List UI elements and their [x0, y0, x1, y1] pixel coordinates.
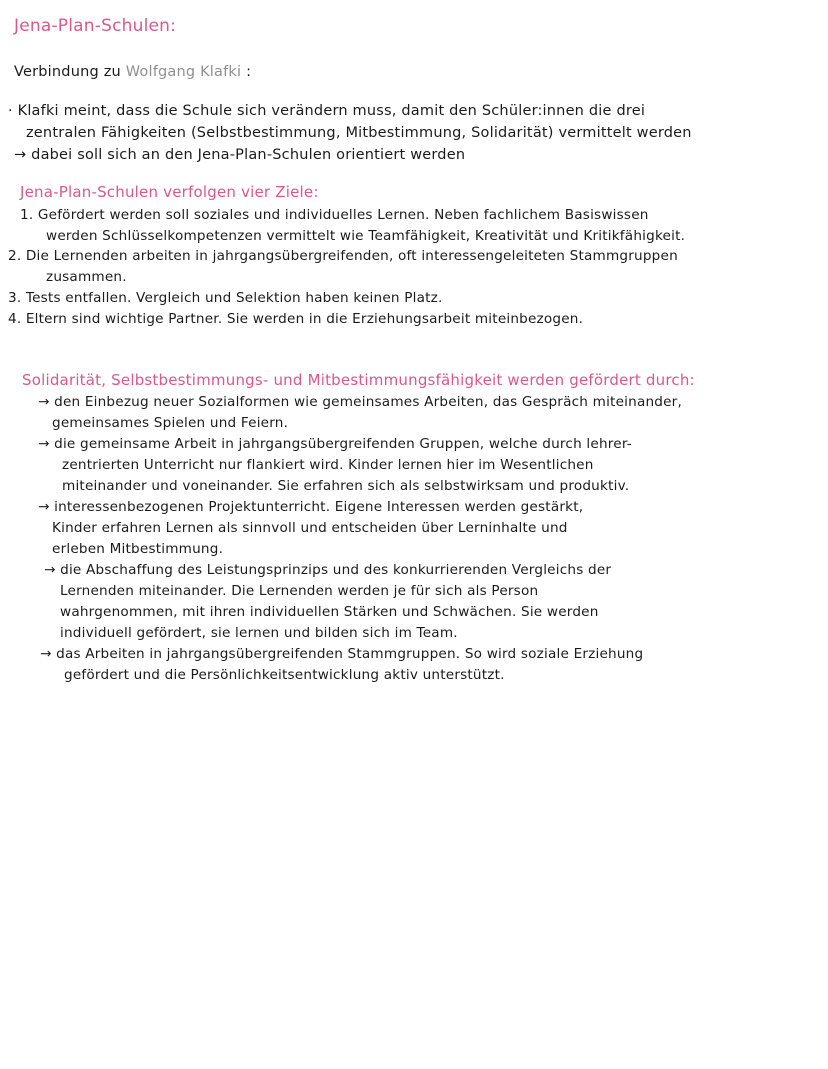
goals-heading: Jena-Plan-Schulen verfolgen vier Ziele:	[20, 183, 319, 201]
goal-line-4: zusammen.	[46, 269, 127, 285]
klafki-line-2: zentralen Fähigkeiten (Selbstbestimmung, Mitbestimmung, Solidarität) vermittelt werden	[26, 125, 692, 141]
klafki-label: Verbindung zu	[14, 64, 121, 80]
promotion-line-8: erleben Mitbestimmung.	[52, 541, 224, 557]
page-title: Jena-Plan-Schulen:	[14, 16, 177, 36]
promotion-line-11: wahrgenommen, mit ihren individuellen Stärken und Schwächen. Sie werden	[60, 604, 599, 620]
goal-line-2: werden Schlüsselkompetenzen vermittelt wie Teamfähigkeit, Kreativität und Kritikfähigkeit.	[46, 228, 686, 244]
klafki-name: Wolfgang Klafki	[125, 64, 242, 80]
goal-line-6: 4. Eltern sind wichtige Partner. Sie werden in die Erziehungsarbeit miteinbezogen.	[8, 311, 584, 327]
promotion-line-9: → die Abschaffung des Leistungsprinzips und des konkurrierenden Vergleichs der	[44, 562, 612, 578]
promotion-line-4: zentrierten Unterricht nur flankiert wird. Kinder lernen hier im Wesentlichen	[62, 457, 594, 473]
goal-line-3: 2. Die Lernenden arbeiten in jahrgangsübergreifenden, oft interessengeleiteten Stammgruppen	[8, 248, 678, 264]
promotion-line-13: → das Arbeiten in jahrgangsübergreifenden Stammgruppen. So wird soziale Erziehung	[40, 646, 644, 662]
promotion-line-3: → die gemeinsame Arbeit in jahrgangsübergreifenden Gruppen, welche durch lehrer-	[38, 436, 632, 452]
promotion-line-6: → interessenbezogenen Projektunterricht. Eigene Interessen werden gestärkt,	[38, 499, 584, 515]
promotion-line-7: Kinder erfahren Lernen als sinnvoll und entscheiden über Lerninhalte und	[52, 520, 568, 536]
klafki-colon: :	[246, 64, 252, 80]
promotion-line-14: gefördert und die Persönlichkeitsentwicklung aktiv unterstützt.	[64, 667, 505, 683]
promotion-line-10: Lernenden miteinander. Die Lernenden werden je für sich als Person	[60, 583, 539, 599]
promotion-line-12: individuell gefördert, sie lernen und bilden sich im Team.	[60, 625, 458, 641]
klafki-line-1: · Klafki meint, dass die Schule sich verändern muss, damit den Schüler:innen die drei	[8, 103, 646, 119]
promotion-line-5: miteinander und voneinander. Sie erfahren sich als selbstwirksam und produktiv.	[62, 478, 630, 494]
promotion-line-1: → den Einbezug neuer Sozialformen wie gemeinsames Arbeiten, das Gespräch miteinander,	[38, 394, 682, 410]
promotion-heading: Solidarität, Selbstbestimmungs- und Mitbestimmungsfähigkeit werden gefördert durch:	[22, 371, 695, 389]
promotion-line-2: gemeinsames Spielen und Feiern.	[52, 415, 289, 431]
goal-line-5: 3. Tests entfallen. Vergleich und Selektion haben keinen Platz.	[8, 290, 443, 306]
klafki-line-3: → dabei soll sich an den Jena-Plan-Schulen orientiert werden	[14, 147, 466, 163]
klafki-heading	[14, 62, 251, 82]
goal-line-1: 1. Gefördert werden soll soziales und individuelles Lernen. Neben fachlichem Basiswissen	[20, 207, 649, 223]
